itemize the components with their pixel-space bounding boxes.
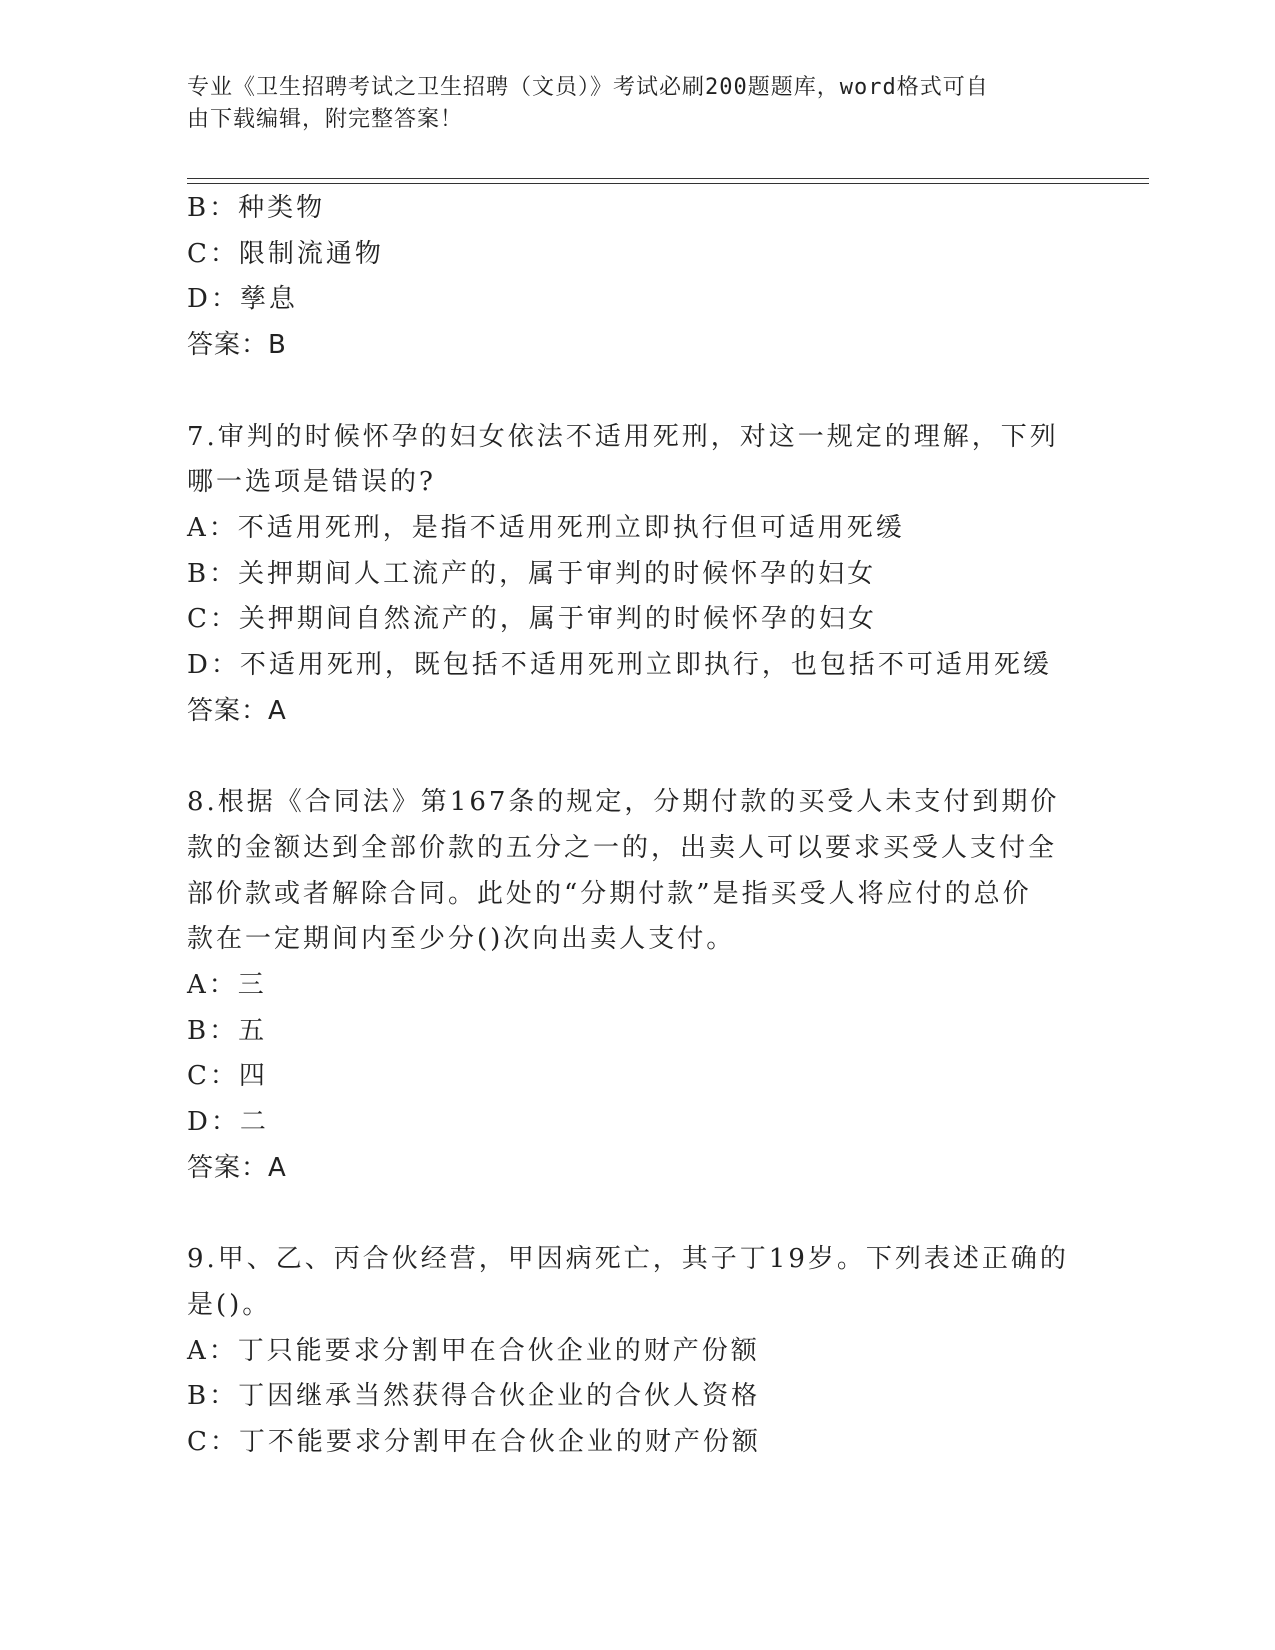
option-c: C：丁不能要求分割甲在合伙企业的财产份额 — [187, 1426, 761, 1457]
option-b: B：丁因继承当然获得合伙企业的合伙人资格 — [187, 1381, 761, 1412]
question-7 — [187, 415, 1087, 735]
spacer — [187, 1191, 1087, 1237]
question-stem-line: 部价款或者解除合同。此处的“分期付款”是指买受人将应付的总价 — [187, 878, 1032, 909]
question-6-tail — [187, 186, 1087, 369]
question-stem-line: 7.审判的时候怀孕的妇女依法不适用死刑，对这一规定的理解，下列 — [187, 421, 1059, 452]
question-stem-line: 是()。 — [187, 1289, 272, 1320]
option-d: D：不适用死刑，既包括不适用死刑立即执行，也包括不可适用死缓 — [187, 650, 1052, 681]
header-rule-top — [187, 178, 1149, 179]
header-rule-bottom — [187, 183, 1149, 184]
question-9 — [187, 1237, 1087, 1466]
option-d: D：孳息 — [187, 284, 298, 315]
question-8 — [187, 780, 1087, 1191]
question-stem-line: 8.根据《合同法》第167条的规定，分期付款的买受人未支付到期价 — [187, 787, 1060, 818]
question-stem-line: 哪一选项是错误的? — [187, 467, 436, 498]
option-d: D：二 — [187, 1107, 269, 1138]
answer: 答案：A — [187, 1152, 287, 1183]
spacer — [187, 734, 1087, 780]
option-b: B：五 — [187, 1015, 268, 1046]
answer: 答案：B — [187, 330, 287, 361]
option-a: A：丁只能要求分割甲在合伙企业的财产份额 — [187, 1335, 760, 1366]
question-stem-line: 9.甲、乙、丙合伙经营，甲因病死亡，其子丁19岁。下列表述正确的 — [187, 1244, 1069, 1275]
document-body — [187, 186, 1087, 1466]
header-line-2: 由下载编辑，附完整答案！ — [187, 107, 464, 132]
header-line-1: 专业《卫生招聘考试之卫生招聘（文员）》考试必刷200题题库，word格式可自 — [187, 75, 989, 100]
option-c: C：关押期间自然流产的，属于审判的时候怀孕的妇女 — [187, 604, 877, 635]
question-stem-line: 款的金额达到全部价款的五分之一的，出卖人可以要求买受人支付全 — [187, 832, 1058, 863]
question-stem-line: 款在一定期间内至少分()次向出卖人支付。 — [187, 924, 736, 955]
page-header — [187, 72, 1067, 136]
option-c: C：四 — [187, 1061, 268, 1092]
spacer — [187, 369, 1087, 415]
option-b: B：关押期间人工流产的，属于审判的时候怀孕的妇女 — [187, 558, 877, 589]
answer: 答案：A — [187, 695, 287, 726]
option-a: A：三 — [187, 969, 267, 1000]
option-a: A：不适用死刑，是指不适用死刑立即执行但可适用死缓 — [187, 512, 905, 543]
option-b: B：种类物 — [187, 193, 326, 223]
option-c: C：限制流通物 — [187, 238, 384, 269]
